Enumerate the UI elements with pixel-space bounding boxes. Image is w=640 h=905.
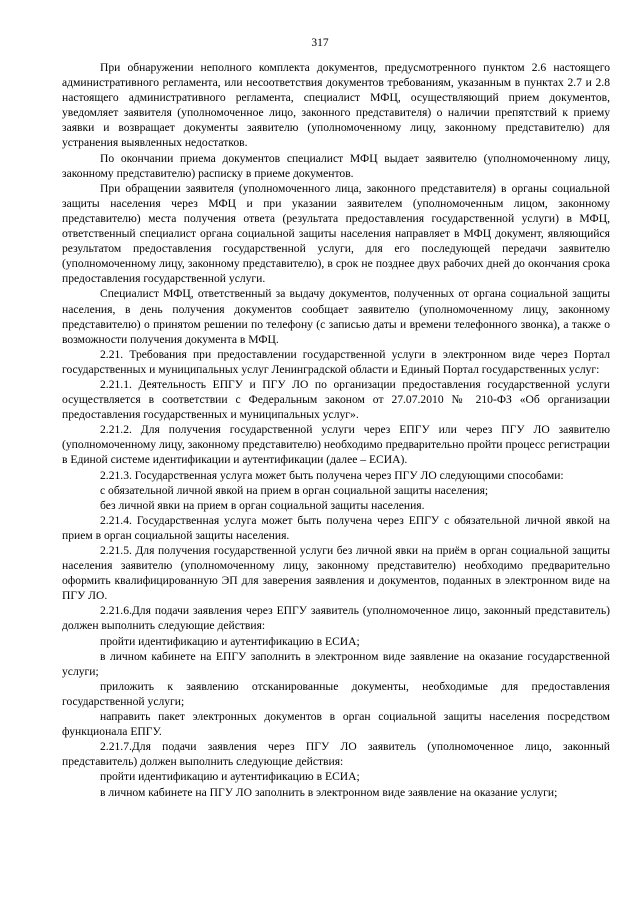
paragraph-2-21-7: 2.21.7.Для подачи заявления через ПГУ ЛО заявитель (уполномоченное лицо, законный представитель) должен выполнить следующие действия:: [62, 740, 610, 769]
list-item-epgu-fill: в личном кабинете на ЕПГУ заполнить в электронном виде заявление на оказание государственной услуги;: [62, 649, 610, 678]
paragraph-incomplete-documents: При обнаружении неполного комплекта документов, предусмотренного пунктом 2.6 настоящего административного регламента, или несоответствия документов требованиям, указанным в пунктах 2.7 и 2.8 настоящего административного регламента, специалист МФЦ, осуществляющий прием документов, уведомляет заявителя (уполномоченное лицо, законного представителя) о наличии препятствий к приему заявки и возвращает документы заявителю (уполномоченному лицу, законному представителю) для устранения выявленных недостатков.: [62, 61, 610, 150]
paragraph-mfc-specialist: Специалист МФЦ, ответственный за выдачу документов, полученных от органа социальной защиты населения, в день получения документов сообщает заявителю (уполномоченному лицу, законному представителю) о принятом решении по телефону (с записью даты и времени телефонного звонка), а также о возможности получения документа в МФЦ.: [62, 287, 610, 346]
list-item-pgu-esia: пройти идентификацию и аутентификацию в ЕСИА;: [100, 770, 360, 784]
list-item-epgu-send: направить пакет электронных документов в орган социальной защиты населения посредством функционала ЕПГУ.: [62, 710, 610, 739]
paragraph-2-21-2: 2.21.2. Для получения государственной услуги через ЕПГУ или через ПГУ ЛО заявителю (уполномоченному лицу, законному представителю) необходимо предварительно пройти процесс регистрации в Единой системе идентификации и аутентификации (далее – ЕСИА).: [62, 423, 610, 467]
paragraph-2-21-4: 2.21.4. Государственная услуга может быть получена через ЕПГУ с обязательной личной явкой на прием в орган социальной защиты населения.: [62, 513, 610, 542]
list-item-without-visit: без личной явки на прием в орган социальной защиты населения.: [100, 498, 425, 512]
paragraph-2-21-5: 2.21.5. Для получения государственной услуги без личной явки на приём в орган социальной защиты населения заявителю (уполномоченному лицу, законному представителю) необходимо предварительно оформить квалифицированную ЭП для заверения заявления и документов, поданных в электронном виде на ПГУ ЛО.: [62, 544, 610, 603]
document-body: [62, 60, 610, 800]
page-number: 317: [311, 37, 329, 49]
list-item-epgu-attach: приложить к заявлению отсканированные документы, необходимые для предоставления государственной услуги;: [62, 679, 610, 708]
paragraph-2-21-3: 2.21.3. Государственная услуга может быть получена через ПГУ ЛО следующими способами:: [100, 468, 564, 482]
paragraph-2-21-6: 2.21.6.Для подачи заявления через ЕПГУ заявитель (уполномоченное лицо, законный представитель) должен выполнить следующие действия:: [62, 604, 610, 633]
list-item-with-visit: с обязательной личной явкой на прием в орган социальной защиты населения;: [100, 483, 489, 497]
paragraph-2-21-1: 2.21.1. Деятельность ЕПГУ и ПГУ ЛО по организации предоставления государственной услуги осуществляется в соответствии с Федеральным законом от 27.07.2010 № 210-ФЗ «Об организации предоставления государственных и муниципальных услуг».: [62, 377, 610, 422]
paragraph-2-21: 2.21. Требования при предоставлении государственной услуги в электронном виде через Портал государственных и муниципальных услуг Ленинградской области и Единый Портал государственных услуг:: [62, 347, 610, 376]
list-item-pgu-fill: в личном кабинете на ПГУ ЛО заполнить в электронном виде заявление на оказание услуги;: [100, 785, 558, 799]
paragraph-receipt: По окончании приема документов специалист МФЦ выдает заявителю (уполномоченному лицу, законному представителю) расписку в приеме документов.: [62, 151, 610, 180]
paragraph-mfc-transfer: При обращении заявителя (уполномоченного лица, законного представителя) в органы социальной защиты населения через МФЦ и при указании заявителем (уполномоченным лицом, законному представителю) места получения ответа (результата предоставления государственной услуги) в МФЦ, ответственный специалист органа социальной защиты населения направляет в МФЦ документ, являющийся результатом предоставления государственной услуги, для его последующей передачи заявителю (уполномоченному лицу, законному представителю), в срок не позднее двух рабочих дней до окончания срока предоставления государственной услуги.: [62, 181, 610, 286]
list-item-epgu-esia: пройти идентификацию и аутентификацию в ЕСИА;: [100, 634, 360, 648]
